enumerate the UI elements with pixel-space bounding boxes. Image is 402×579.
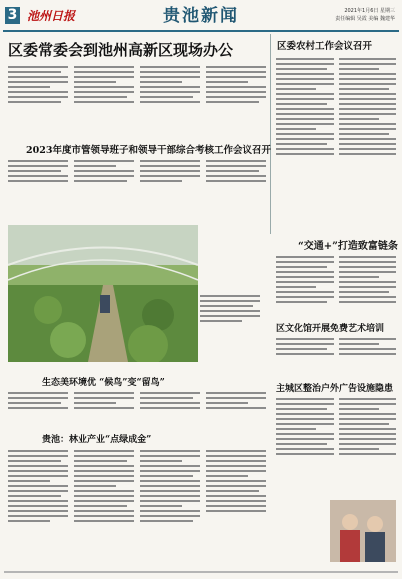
headline-forestry: 贵池：林业产业“点绿成金” bbox=[42, 435, 152, 445]
issue-info bbox=[335, 7, 395, 23]
section-title: 贵池新闻 bbox=[163, 6, 239, 26]
newspaper-logo: 池州日报 bbox=[27, 9, 76, 23]
greenhouse-photo bbox=[8, 225, 198, 362]
article-body bbox=[8, 160, 266, 200]
headline-migratory-birds: 生态美环境优 “候鸟”变“留鸟” bbox=[42, 378, 165, 388]
photo-caption bbox=[200, 295, 260, 345]
article-body bbox=[8, 66, 266, 124]
article-body bbox=[276, 58, 396, 208]
page-footer bbox=[4, 571, 398, 576]
article-body bbox=[276, 256, 396, 316]
article-body bbox=[8, 392, 266, 428]
article-body bbox=[276, 398, 396, 498]
page-number: 3 bbox=[5, 7, 20, 24]
article-body bbox=[276, 338, 396, 368]
masthead bbox=[3, 4, 399, 32]
headline-annual-assessment: 2023年度市管领导班子和领导干部综合考核工作会议召开 bbox=[26, 145, 271, 156]
headline-outdoor-ads: 主城区整治户外广告设施隐患 bbox=[276, 384, 394, 394]
headline-transport-plus: “交通+”打造致富链条 bbox=[298, 241, 398, 252]
article-body bbox=[8, 450, 266, 560]
headline-free-art-training: 区文化馆开展免费艺术培训 bbox=[276, 324, 385, 334]
headline-district-meeting: 区委常委会到池州高新区现场办公 bbox=[8, 41, 234, 59]
column-divider bbox=[270, 34, 271, 234]
people-photo bbox=[330, 500, 396, 562]
issue-date: 2021年1月6日 星期三 bbox=[344, 8, 395, 14]
issue-editors: 责任编辑 吴霞 美编 魏建华 bbox=[335, 16, 395, 22]
headline-rural-work-meeting: 区委农村工作会议召开 bbox=[277, 41, 373, 52]
